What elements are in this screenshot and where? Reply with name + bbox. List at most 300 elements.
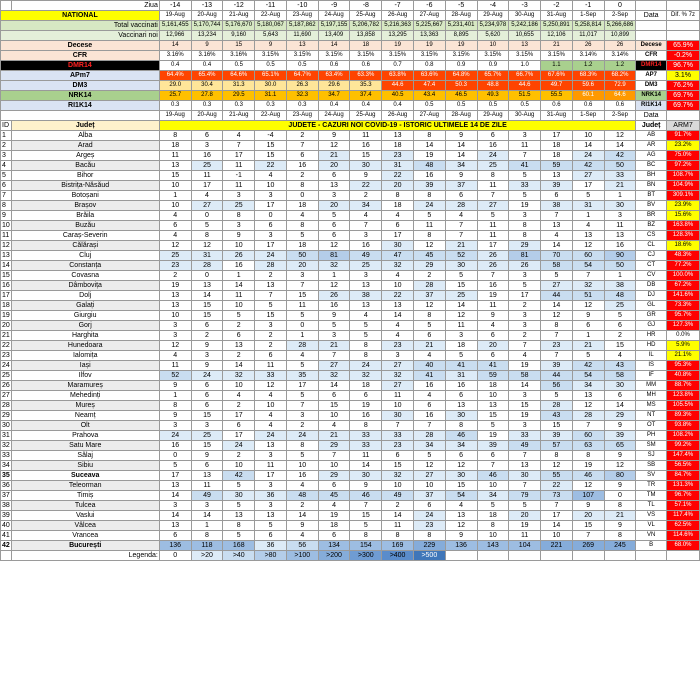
county-value: 50 xyxy=(604,161,636,171)
county-value: 21 xyxy=(445,241,477,251)
county-row xyxy=(1,251,700,261)
county-value: 17 xyxy=(477,241,509,251)
date-header: 26-Aug xyxy=(382,111,414,121)
new-vaccinations-value: 12,966 xyxy=(159,31,191,41)
metric-value: 1.2 xyxy=(572,61,604,71)
county-value: 6 xyxy=(318,481,350,491)
county-value: 5 xyxy=(223,531,255,541)
metric-value: 3.15% xyxy=(382,51,414,61)
metric-value: 0.6 xyxy=(604,101,636,111)
county-value: 2 xyxy=(255,271,287,281)
county-code: SJ xyxy=(636,451,667,461)
county-value: 3 xyxy=(255,451,287,461)
county-value: 55 xyxy=(541,471,573,481)
county-value: 12 xyxy=(572,301,604,311)
county-value: 7 xyxy=(572,531,604,541)
metric-value: 66.7% xyxy=(509,71,541,81)
date-header: 20-Aug xyxy=(191,111,223,121)
legend-swatch: >200 xyxy=(318,551,350,561)
county-row xyxy=(1,221,700,231)
county-value: 134 xyxy=(318,541,350,551)
county-code: SM xyxy=(636,441,667,451)
county-value: 58 xyxy=(541,261,573,271)
county-value: 27 xyxy=(572,171,604,181)
empty-cell xyxy=(636,21,667,31)
county-value: 12 xyxy=(445,521,477,531)
county-value: 3 xyxy=(159,421,191,431)
county-value: 15 xyxy=(191,311,223,321)
county-value: 30 xyxy=(350,161,382,171)
county-value: -4 xyxy=(255,131,287,141)
county-id: 37 xyxy=(2,492,10,499)
metric-label: DMR14 xyxy=(1,61,160,71)
county-value: 11 xyxy=(477,181,509,191)
county-value: 9 xyxy=(318,311,350,321)
county-name: Olt xyxy=(11,421,159,431)
county-value: 25 xyxy=(223,201,255,211)
county-value: 4 xyxy=(318,501,350,511)
county-value: 45 xyxy=(413,251,445,261)
county-value: 14 xyxy=(445,141,477,151)
date-header: 19-Aug xyxy=(159,11,191,21)
county-value: 5 xyxy=(350,331,382,341)
county-value: 1 xyxy=(159,391,191,401)
metric-value: 64.6 xyxy=(604,91,636,101)
county-row xyxy=(1,161,700,171)
county-value: 11 xyxy=(255,461,287,471)
county-value: 7 xyxy=(445,231,477,241)
county-code: DJ xyxy=(636,291,667,301)
county-value: 10 xyxy=(159,311,191,321)
county-value: 47 xyxy=(382,251,414,261)
county-value: 7 xyxy=(541,331,573,341)
county-name: Dâmbovița xyxy=(11,281,159,291)
county-id: 19 xyxy=(2,312,10,319)
county-value: 6 xyxy=(382,221,414,231)
county-name: Galați xyxy=(11,301,159,311)
judet-short-header: Județ xyxy=(636,121,667,131)
county-value: 38 xyxy=(350,291,382,301)
metric-value: 32.3 xyxy=(286,91,318,101)
county-row xyxy=(1,271,700,281)
day-offset: -8 xyxy=(350,1,382,11)
county-value: 45 xyxy=(318,491,350,501)
data-header: Data xyxy=(636,11,667,21)
new-vaccinations-value: 11,690 xyxy=(286,31,318,41)
county-value: 20 xyxy=(477,341,509,351)
metric-value: 55.5 xyxy=(541,91,573,101)
total-vaccinated-value: 5,266,686 xyxy=(604,21,636,31)
county-pct: 141.6% xyxy=(667,291,700,301)
metric-value: 0.3 xyxy=(286,101,318,111)
county-value: 25 xyxy=(191,161,223,171)
day-offset: -6 xyxy=(413,1,445,11)
county-name: Vaslui xyxy=(11,511,159,521)
county-value: 10 xyxy=(382,401,414,411)
metric-label: CFR xyxy=(1,51,160,61)
county-value: 6 xyxy=(223,331,255,341)
date-header: 23-Aug xyxy=(286,111,318,121)
county-name: Cluj xyxy=(11,251,159,261)
county-id: 41 xyxy=(2,532,10,539)
county-value: 7 xyxy=(572,421,604,431)
metric-value: 15 xyxy=(223,41,255,51)
county-value: 29 xyxy=(318,471,350,481)
county-code: CV xyxy=(636,271,667,281)
county-value: 5 xyxy=(223,311,255,321)
county-value: 39 xyxy=(604,431,636,441)
county-id: 29 xyxy=(2,412,10,419)
county-value: 14 xyxy=(445,151,477,161)
county-value: 12 xyxy=(541,311,573,321)
county-value: 59 xyxy=(477,371,509,381)
county-value: 6 xyxy=(604,321,636,331)
county-value: 8 xyxy=(382,531,414,541)
county-code: IF xyxy=(636,371,667,381)
county-value: 6 xyxy=(445,451,477,461)
metric-value: 65.7% xyxy=(477,71,509,81)
county-name: Prahova xyxy=(11,431,159,441)
county-value: 3 xyxy=(509,391,541,401)
metric-value: 46.5 xyxy=(445,91,477,101)
metric-value: 49.7 xyxy=(541,81,573,91)
county-value: 3 xyxy=(350,231,382,241)
county-value: 8 xyxy=(413,131,445,141)
empty-cell xyxy=(572,551,604,561)
county-value: 10 xyxy=(255,401,287,411)
county-value: 26 xyxy=(318,291,350,301)
new-vaccinations-value: 13,363 xyxy=(413,31,445,41)
date-header: 25-Aug xyxy=(350,11,382,21)
county-value: 8 xyxy=(223,211,255,221)
metric-label: RI1K14 xyxy=(1,101,160,111)
county-value: 8 xyxy=(604,531,636,541)
county-value: 168 xyxy=(223,541,255,551)
county-id: 11 xyxy=(2,232,10,239)
county-value: 3 xyxy=(223,191,255,201)
county-value: 1 xyxy=(572,331,604,341)
county-value: 11 xyxy=(477,301,509,311)
metric-value: 0.4 xyxy=(191,61,223,71)
date-header: 29-Aug xyxy=(477,111,509,121)
county-value: 11 xyxy=(509,531,541,541)
county-value: 18 xyxy=(477,511,509,521)
county-id: 22 xyxy=(2,342,10,349)
county-name: Gorj xyxy=(11,321,159,331)
county-value: 6 xyxy=(318,531,350,541)
metric-value: 9 xyxy=(255,41,287,51)
county-value: 5 xyxy=(223,481,255,491)
county-code: BC xyxy=(636,161,667,171)
county-value: 5 xyxy=(255,301,287,311)
county-value: 31 xyxy=(191,251,223,261)
county-row xyxy=(1,201,700,211)
day-offset: -12 xyxy=(223,1,255,11)
county-value: 3 xyxy=(159,321,191,331)
legend-swatch: >300 xyxy=(350,551,382,561)
metric-pct: -0.2% xyxy=(667,51,700,61)
county-value: 13 xyxy=(382,301,414,311)
county-value: 104 xyxy=(509,541,541,551)
county-value: 5 xyxy=(572,351,604,361)
county-value: 2 xyxy=(413,271,445,281)
county-value: 16 xyxy=(477,281,509,291)
county-value: 22 xyxy=(382,171,414,181)
metric-value: 21 xyxy=(541,41,573,51)
total-vaccinated-value: 5,216,363 xyxy=(382,21,414,31)
county-value: 13 xyxy=(318,181,350,191)
county-value: 5 xyxy=(413,451,445,461)
county-pct: 40.8% xyxy=(667,371,700,381)
county-value: 136 xyxy=(159,541,191,551)
national-label: NATIONAL xyxy=(1,11,160,21)
county-value: 27 xyxy=(541,281,573,291)
county-name: Timiș xyxy=(11,491,159,501)
empty-cell xyxy=(667,21,700,31)
county-value: 40 xyxy=(413,361,445,371)
county-value: 6 xyxy=(413,401,445,411)
county-pct: 108.7% xyxy=(667,171,700,181)
county-row xyxy=(1,191,700,201)
county-value: 21 xyxy=(604,511,636,521)
county-pct: 100.0% xyxy=(667,271,700,281)
county-value: 0 xyxy=(286,321,318,331)
county-pct: 147.4% xyxy=(667,451,700,461)
county-code: HD xyxy=(636,341,667,351)
county-value: 13 xyxy=(159,481,191,491)
county-value: 8 xyxy=(191,231,223,241)
county-value: 3 xyxy=(159,331,191,341)
county-name: Călărași xyxy=(11,241,159,251)
empty-cell xyxy=(477,551,509,561)
county-value: 32 xyxy=(350,371,382,381)
total-vaccinated-row xyxy=(1,21,700,31)
county-value: 14 xyxy=(604,401,636,411)
county-value: 4 xyxy=(350,211,382,221)
id-header: ID xyxy=(1,121,12,131)
county-value: 7 xyxy=(477,191,509,201)
county-value: 12 xyxy=(541,461,573,471)
county-value: 9 xyxy=(604,481,636,491)
county-value: 6 xyxy=(255,221,287,231)
county-value: 11 xyxy=(223,181,255,191)
county-value: 21 xyxy=(572,341,604,351)
county-id: 15 xyxy=(2,272,10,279)
day-offset: -7 xyxy=(382,1,414,11)
county-value: 30 xyxy=(509,471,541,481)
metric-value: 1.0 xyxy=(509,61,541,71)
county-value: 9 xyxy=(191,451,223,461)
metric-value: 27.8 xyxy=(191,91,223,101)
county-code: MS xyxy=(636,401,667,411)
county-value: 3 xyxy=(382,351,414,361)
county-value: 63 xyxy=(572,441,604,451)
metric-value: 3.15% xyxy=(509,51,541,61)
county-value: 39 xyxy=(541,181,573,191)
county-value: 6 xyxy=(318,231,350,241)
county-value: 18 xyxy=(382,201,414,211)
county-value: 4 xyxy=(445,501,477,511)
county-value: 17 xyxy=(286,381,318,391)
county-value: 11 xyxy=(604,221,636,231)
county-value: 3 xyxy=(159,501,191,511)
county-id: 2 xyxy=(1,141,12,151)
metric-value: 0.4 xyxy=(382,101,414,111)
metric-value: 49.3 xyxy=(477,91,509,101)
county-value: 11 xyxy=(350,131,382,141)
county-value: 2 xyxy=(286,131,318,141)
metric-value: 63.4% xyxy=(318,71,350,81)
county-value: 13 xyxy=(445,511,477,521)
county-row xyxy=(1,361,700,371)
county-value: 2 xyxy=(604,331,636,341)
county-value: 4 xyxy=(413,351,445,361)
county-value: 3 xyxy=(318,331,350,341)
county-value: 58 xyxy=(604,371,636,381)
county-value: 27 xyxy=(413,471,445,481)
county-value: 4 xyxy=(350,311,382,321)
empty-cell xyxy=(636,31,667,41)
metric-value: 1.2 xyxy=(604,61,636,71)
county-row xyxy=(1,291,700,301)
metric-value: 0.9 xyxy=(477,61,509,71)
county-value: 4 xyxy=(382,321,414,331)
county-value: 1 xyxy=(286,331,318,341)
county-value: 24 xyxy=(572,151,604,161)
county-value: 2 xyxy=(286,421,318,431)
metric-value: 26 xyxy=(604,41,636,51)
county-value: 1 xyxy=(191,521,223,531)
date-header: 22-Aug xyxy=(255,111,287,121)
metric-code: NRK14 xyxy=(636,91,667,101)
county-value: 5 xyxy=(509,191,541,201)
county-name: Covasna xyxy=(11,271,159,281)
county-value: 33 xyxy=(509,181,541,191)
county-value: 13 xyxy=(541,171,573,181)
county-code: VL xyxy=(636,521,667,531)
county-value: 59 xyxy=(541,161,573,171)
county-value: 12 xyxy=(318,281,350,291)
county-value: 12 xyxy=(191,241,223,251)
metric-value: 0.6 xyxy=(572,101,604,111)
metric-value: 65.1% xyxy=(255,71,287,81)
date-header: 23-Aug xyxy=(286,11,318,21)
county-value: 7 xyxy=(286,141,318,151)
county-value: 26 xyxy=(509,261,541,271)
county-value: 11 xyxy=(223,291,255,301)
county-value: 54 xyxy=(445,491,477,501)
empty-cell xyxy=(541,551,573,561)
county-value: 13 xyxy=(255,441,287,451)
county-value: 30 xyxy=(604,201,636,211)
county-value: 16 xyxy=(350,411,382,421)
county-value: 15 xyxy=(159,171,191,181)
county-value: 0 xyxy=(191,271,223,281)
county-value: 19 xyxy=(572,461,604,471)
county-value: 15 xyxy=(255,311,287,321)
metric-value: 3.16% xyxy=(159,51,191,61)
county-value: 18 xyxy=(541,141,573,151)
county-id: 14 xyxy=(2,262,10,269)
county-value: 28 xyxy=(413,431,445,441)
metric-value: 0.5 xyxy=(477,101,509,111)
total-vaccinated-value: 5,197,155 xyxy=(318,21,350,31)
county-value: 27 xyxy=(318,361,350,371)
metric-value: 67.6% xyxy=(541,71,573,81)
county-value: 15 xyxy=(191,301,223,311)
day-offset: -11 xyxy=(255,1,287,11)
ziua-label: Ziua xyxy=(11,1,159,11)
metric-value: 50.3 xyxy=(445,81,477,91)
county-value: 14 xyxy=(191,291,223,301)
date-header: 29-Aug xyxy=(477,11,509,21)
county-value: 29 xyxy=(318,441,350,451)
county-value: 4 xyxy=(604,351,636,361)
metric-value: 60.1 xyxy=(572,91,604,101)
date-header: 28-Aug xyxy=(445,111,477,121)
county-value: 11 xyxy=(191,481,223,491)
county-value: 9 xyxy=(191,341,223,351)
metric-code: CFR xyxy=(636,51,667,61)
county-value: 2 xyxy=(255,331,287,341)
county-value: 3 xyxy=(509,271,541,281)
county-value: 6 xyxy=(445,391,477,401)
county-value: 28 xyxy=(191,261,223,271)
county-value: 5 xyxy=(191,221,223,231)
date-header: 27-Aug xyxy=(413,111,445,121)
county-value: 6 xyxy=(318,171,350,181)
metric-code: DM3 xyxy=(636,81,667,91)
county-value: 5 xyxy=(445,351,477,361)
county-value: 16 xyxy=(223,261,255,271)
county-value: 30 xyxy=(604,381,636,391)
county-pct: 15.6% xyxy=(667,211,700,221)
county-pct: 96.7% xyxy=(667,491,700,501)
county-code: NT xyxy=(636,411,667,421)
county-pct: 95.7% xyxy=(667,311,700,321)
county-pct: 48.3% xyxy=(667,251,700,261)
county-value: 16 xyxy=(286,471,318,481)
county-value: 5 xyxy=(509,281,541,291)
total-vaccinated-value: 5,161,455 xyxy=(159,21,191,31)
county-row xyxy=(1,531,700,541)
county-value: 18 xyxy=(541,151,573,161)
metric-value: 19 xyxy=(445,41,477,51)
county-value: 8 xyxy=(413,531,445,541)
county-value: 14 xyxy=(350,461,382,471)
county-value: 32 xyxy=(382,471,414,481)
county-value: 269 xyxy=(572,541,604,551)
county-value: 70 xyxy=(541,251,573,261)
county-value: 10 xyxy=(413,481,445,491)
day-offset: -5 xyxy=(445,1,477,11)
county-value: 13 xyxy=(159,301,191,311)
metric-value: 31.1 xyxy=(255,91,287,101)
county-value: 12 xyxy=(413,461,445,471)
county-value: 90 xyxy=(604,251,636,261)
county-value: 3 xyxy=(191,141,223,151)
date-header: 22-Aug xyxy=(255,11,287,21)
county-row xyxy=(1,521,700,531)
metric-value: 14 xyxy=(159,41,191,51)
county-value: 49 xyxy=(350,251,382,261)
day-offset: -14 xyxy=(159,1,191,11)
county-value: 14 xyxy=(604,141,636,151)
county-value: 12 xyxy=(604,131,636,141)
county-name: Brăila xyxy=(11,211,159,221)
county-value: 229 xyxy=(413,541,445,551)
county-value: 10 xyxy=(223,381,255,391)
